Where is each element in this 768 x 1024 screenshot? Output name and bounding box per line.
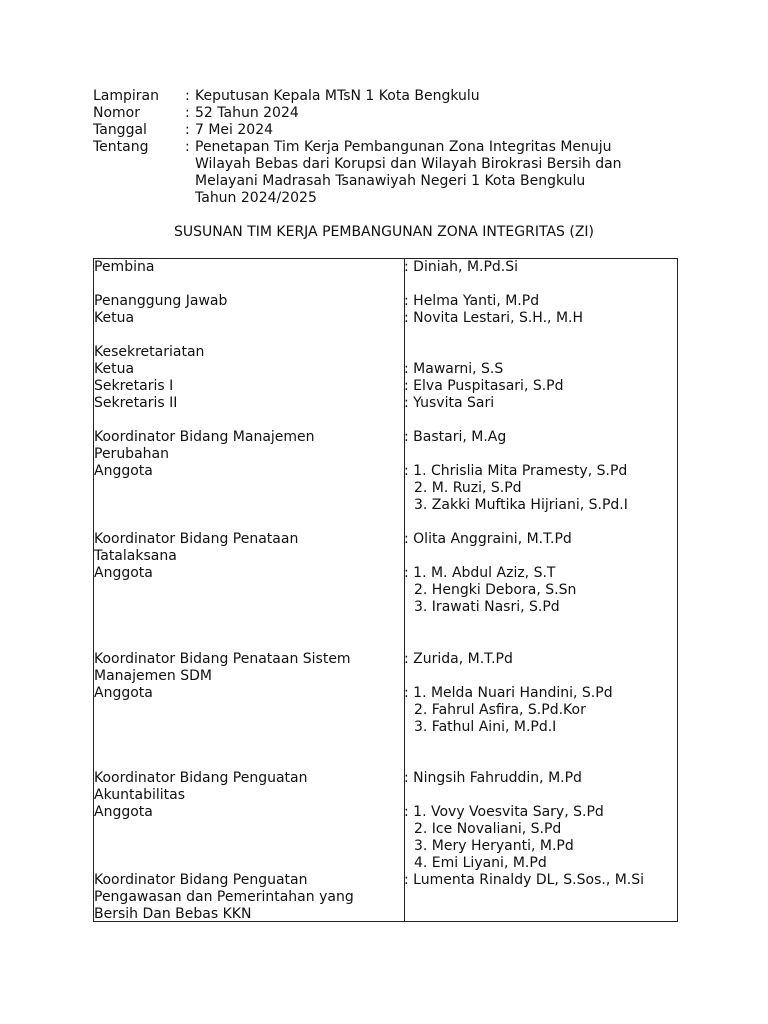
name-cell xyxy=(404,259,674,276)
header-label: Nomor xyxy=(93,105,140,121)
person-name: : 1. Vovy Voesvita Sary, S.Pd xyxy=(404,804,604,820)
header-label: Tanggal xyxy=(93,122,147,138)
person-name: 3. Irawati Nasri, S.Pd xyxy=(414,599,560,615)
role-label: Ketua xyxy=(94,310,135,326)
person-name: 2. Ice Novaliani, S.Pd xyxy=(414,821,562,837)
person-name: : Mawarni, S.S xyxy=(404,361,504,377)
person-name: : 1. Chrislia Mita Pramesty, S.Pd xyxy=(404,463,628,479)
name-cell xyxy=(404,651,674,668)
person-name: 2. Fahrul Asfira, S.Pd.Kor xyxy=(414,702,586,718)
role-label: Koordinator Bidang Penguatan xyxy=(94,872,308,888)
person-name: 2. Hengki Debora, S.Sn xyxy=(414,582,577,598)
header-value: Penetapan Tim Kerja Pembangunan Zona Integritas Menuju Wilayah Bebas dari Korupsi dan Wilayah Birokrasi Bersih dan Melayani Madrasah Tsanawiyah Negeri 1 Kota Bengkulu Tahun 2024/2025 xyxy=(195,139,622,206)
role-label: Pengawasan dan Pemerintahan yang xyxy=(94,889,354,905)
role-label: Anggota xyxy=(94,463,153,479)
role-cell xyxy=(94,804,394,821)
role-cell xyxy=(94,259,394,276)
role-label: Koordinator Bidang Penguatan xyxy=(94,770,308,786)
name-cell xyxy=(404,770,674,787)
person-name: : Novita Lestari, S.H., M.H xyxy=(404,310,583,326)
role-cell xyxy=(94,565,394,582)
name-cell xyxy=(404,685,674,736)
role-cell xyxy=(94,531,394,565)
header-label: Tentang xyxy=(93,139,149,155)
role-cell xyxy=(94,651,394,685)
person-name: 4. Emi Liyani, M.Pd xyxy=(414,855,547,871)
person-name: 3. Fathul Aini, M.Pd.I xyxy=(414,719,557,735)
role-label: Kesekretariatan xyxy=(94,344,205,360)
header-label: Lampiran xyxy=(93,88,160,104)
name-cell xyxy=(404,804,674,872)
role-label: Sekretaris II xyxy=(94,395,178,411)
role-label: Tatalaksana xyxy=(94,548,177,564)
role-label: Bersih Dan Bebas KKN xyxy=(94,906,252,922)
person-name: 2. M. Ruzi, S.Pd xyxy=(414,480,522,496)
name-cell xyxy=(404,395,674,412)
role-label: Ketua xyxy=(94,361,135,377)
role-label: Manajemen SDM xyxy=(94,668,212,684)
name-cell xyxy=(404,565,674,616)
header-value: Keputusan Kepala MTsN 1 Kota Bengkulu xyxy=(195,88,480,104)
role-cell xyxy=(94,395,394,412)
role-label: Anggota xyxy=(94,565,153,581)
name-cell xyxy=(404,310,674,327)
person-name: : Lumenta Rinaldy DL, S.Sos., M.Si xyxy=(404,872,645,888)
role-cell xyxy=(94,361,394,378)
header-row-tanggal: Tanggal : 7 Mei 2024 xyxy=(93,122,693,139)
name-cell xyxy=(404,531,674,548)
name-cell xyxy=(404,463,674,514)
name-cell xyxy=(404,872,674,889)
role-cell xyxy=(94,310,394,327)
role-label: Anggota xyxy=(94,804,153,820)
role-label: Koordinator Bidang Penataan xyxy=(94,531,299,547)
role-label: Sekretaris I xyxy=(94,378,174,394)
person-name: : Helma Yanti, M.Pd xyxy=(404,293,540,309)
role-cell xyxy=(94,378,394,395)
role-cell xyxy=(94,770,394,804)
person-name: 3. Zakki Muftika Hijriani, S.Pd.I xyxy=(414,497,628,513)
person-name: : Olita Anggraini, M.T.Pd xyxy=(404,531,572,547)
role-label: Perubahan xyxy=(94,446,169,462)
role-cell xyxy=(94,344,394,361)
role-cell xyxy=(94,293,394,310)
team-table xyxy=(93,258,678,922)
person-name: : Elva Puspitasari, S.Pd xyxy=(404,378,564,394)
header-row-nomor: Nomor : 52 Tahun 2024 xyxy=(93,105,693,122)
role-cell xyxy=(94,463,394,480)
person-name: 3. Mery Heryanti, M.Pd xyxy=(414,838,574,854)
person-name: : Yusvita Sari xyxy=(404,395,495,411)
person-name: : Zurida, M.T.Pd xyxy=(404,651,513,667)
role-cell xyxy=(94,429,394,463)
role-label: Koordinator Bidang Penataan Sistem xyxy=(94,651,351,667)
name-cell xyxy=(404,429,674,446)
name-cell xyxy=(404,293,674,310)
header-row-tentang: Tentang : Penetapan Tim Kerja Pembangunan Zona Integritas Menuju Wilayah Bebas dari Korupsi dan Wilayah Birokrasi Bersih dan Melayani Madrasah Tsanawiyah Negeri 1 Kota Bengkulu Tahun 2024/2025 xyxy=(93,139,693,207)
role-label: Anggota xyxy=(94,685,153,701)
person-name: : Ningsih Fahruddin, M.Pd xyxy=(404,770,582,786)
role-label: Koordinator Bidang Manajemen xyxy=(94,429,315,445)
person-name: : 1. M. Abdul Aziz, S.T xyxy=(404,565,556,581)
role-label: Pembina xyxy=(94,259,155,275)
header-value: 7 Mei 2024 xyxy=(195,122,274,138)
document-title: SUSUNAN TIM KERJA PEMBANGUNAN ZONA INTEGRITAS (ZI) xyxy=(173,224,595,240)
header-row-lampiran: Lampiran : Keputusan Kepala MTsN 1 Kota Bengkulu xyxy=(93,88,693,105)
person-name: : Bastari, M.Ag xyxy=(404,429,507,445)
role-cell xyxy=(94,685,394,702)
person-name: : 1. Melda Nuari Handini, S.Pd xyxy=(404,685,613,701)
person-name: : Diniah, M.Pd.Si xyxy=(404,259,519,275)
role-cell xyxy=(94,872,394,923)
role-label: Akuntabilitas xyxy=(94,787,185,803)
header-value: 52 Tahun 2024 xyxy=(195,105,299,121)
role-label: Penanggung Jawab xyxy=(94,293,228,309)
document-header xyxy=(93,88,693,207)
name-cell xyxy=(404,378,674,395)
name-cell xyxy=(404,361,674,378)
